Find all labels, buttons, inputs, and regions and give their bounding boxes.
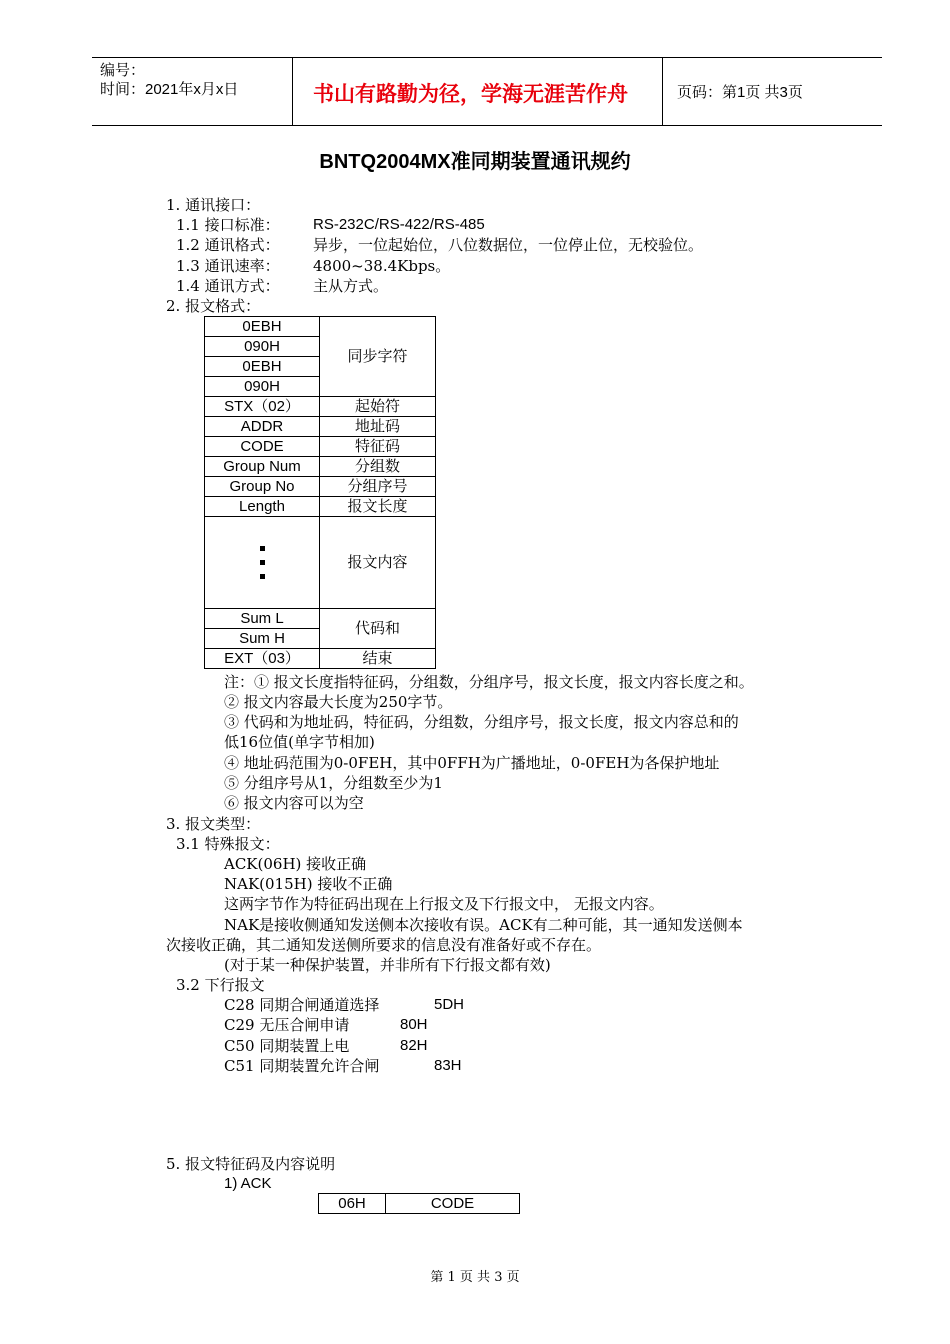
command-code: 82H [400,1037,428,1054]
field-desc-cell: 起始符 [320,397,436,417]
field-code-cell: Group Num [205,457,320,477]
section1-item-value: 异步，一位起始位，八位数据位，一位停止位，无校验位。 [313,236,704,254]
special-message-line: (对于某一种保护装置，并非所有下行报文都有效) [224,956,551,974]
field-desc-cell: 分组序号 [320,477,436,497]
special-message-line: ACK(06H) 接收正确 [224,855,367,873]
field-code-cell: STX（02） [205,397,320,417]
content-cell [205,517,320,609]
header-divider-right [662,58,663,126]
vertical-ellipsis-icon [205,546,319,579]
section3-2-heading: 3.2 下行报文 [176,976,265,994]
special-message-line: 这两字节作为特征码出现在上行报文及下行报文中， 无报文内容。 [224,895,664,913]
section1-item-label: 1.2 通讯格式： [176,236,280,254]
header-bottom-rule [92,125,882,126]
header-date-label: 时间：2021年x月x日 [100,81,239,98]
sync-byte-cell: 0EBH [205,317,320,337]
field-code-cell: ADDR [205,417,320,437]
command-name: C28 同期合闸通道选择 [224,996,380,1014]
end-desc-cell: 结束 [320,649,436,669]
field-code-cell: Group No [205,477,320,497]
section3-heading: 3. 报文类型： [166,815,261,833]
field-desc-cell: 分组数 [320,457,436,477]
section1-item-label: 1.1 接口标准： [176,216,280,234]
command-name: C29 无压合闸申请 [224,1016,350,1034]
header-serial-label: 编号： [100,62,146,79]
sum-desc-cell: 代码和 [320,609,436,649]
section1-item-label: 1.4 通讯方式： [176,277,280,295]
header-top-rule [92,57,882,58]
frame-format-table [204,316,436,669]
ack-format-table [318,1193,520,1214]
end-code-cell: EXT（03） [205,649,320,669]
section1-item-label: 1.3 通讯速率： [176,257,280,275]
special-message-line: NAK(015H) 接收不正确 [224,875,393,893]
special-message-line: 次接收正确，其二通知发送侧所要求的信息没有准备好或不存在。 [166,936,602,954]
note-line: ⑥ 报文内容可以为空 [224,794,364,812]
sync-byte-cell: 090H [205,337,320,357]
sync-byte-cell: 0EBH [205,357,320,377]
note-line: ③ 代码和为地址码，特征码，分组数，分组序号，报文长度，报文内容总和的 [224,713,739,731]
section1-item-value: 4800~38.4Kbps。 [313,257,451,275]
note-line: 低16位值(单字节相加) [224,733,375,751]
section1-heading: 1. 通讯接口： [166,196,261,214]
command-code: 83H [434,1057,462,1074]
ack-code-cell: 06H [319,1194,386,1214]
field-code-cell: CODE [205,437,320,457]
field-desc-cell: 特征码 [320,437,436,457]
sync-desc-cell: 同步字符 [320,317,436,397]
header-page-label: 页码：第1页 共3页 [677,84,803,101]
section1-item-value: 主从方式。 [313,277,389,295]
field-desc-cell: 地址码 [320,417,436,437]
sync-byte-cell: 090H [205,377,320,397]
command-name: C51 同期装置允许合闸 [224,1057,380,1075]
section5-heading: 5. 报文特征码及内容说明 [166,1155,336,1173]
command-code: 5DH [434,996,465,1013]
content-desc-cell: 报文内容 [320,517,436,609]
page-footer: 第 1 页 共 3 页 [430,1270,520,1285]
section2-heading: 2. 报文格式： [166,297,261,315]
ack-field-cell: CODE [386,1194,520,1214]
field-desc-cell: 报文长度 [320,497,436,517]
section3-1-heading: 3.1 特殊报文： [176,835,280,853]
special-message-line: NAK是接收侧通知发送侧本次接收有误。ACK有二种可能，其一通知发送侧本 [224,916,743,934]
command-code: 80H [400,1016,428,1033]
document-title: BNTQ2004MX准同期装置通讯规约 [319,151,631,173]
command-name: C50 同期装置上电 [224,1037,350,1055]
section1-item-value: RS-232C/RS-422/RS-485 [313,216,485,233]
header-motto: 书山有路勤为径，学海无涯苦作舟 [313,81,628,106]
note-line: 注：① 报文长度指特征码，分组数，分组序号，报文长度，报文内容长度之和。 [224,673,754,691]
note-line: ② 报文内容最大长度为250字节。 [224,693,453,711]
sum-byte-cell: Sum L [205,609,320,629]
sum-byte-cell: Sum H [205,629,320,649]
field-code-cell: Length [205,497,320,517]
section5-item: 1) ACK [224,1175,272,1192]
header-divider-left [292,58,293,126]
note-line: ⑤ 分组序号从1，分组数至少为1 [224,774,443,792]
note-line: ④ 地址码范围为0-0FEH，其中0FFH为广播地址，0-0FEH为各保护地址 [224,754,720,772]
